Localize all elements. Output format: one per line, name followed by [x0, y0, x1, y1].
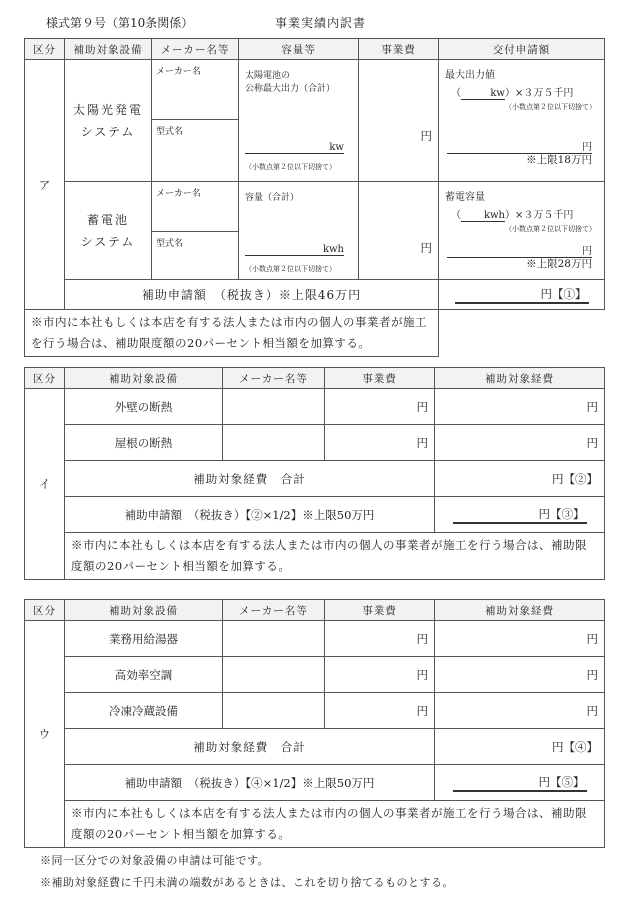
equipment-name: 業務用給湯器 [65, 621, 223, 657]
solar-maker-field[interactable]: メーカー名 [152, 60, 239, 120]
maker-field[interactable] [223, 657, 325, 693]
table-row [25, 693, 605, 729]
category-c: ウ [25, 621, 65, 848]
eligible-field[interactable]: 円 [435, 693, 605, 729]
eligible-field[interactable]: 円 [435, 389, 605, 425]
footnote-1: ※同一区分での対象設備の申請は可能です。 [40, 854, 270, 867]
battery-capacity-field[interactable]: 容量（合計） kwh （小数点第２位以下切捨て） [239, 182, 359, 280]
maker-field[interactable] [223, 621, 325, 657]
category-b: イ [25, 389, 65, 580]
solar-system-label: 太陽光発電 システム [65, 60, 152, 182]
section-b-note: ※市内に本社もしくは本店を有する法人または市内の個人の事業者が施工を行う場合は、補助限度額の20パーセント相当額を加算する。 [65, 533, 605, 580]
battery-system-label: 蓄電池 システム [65, 182, 152, 280]
section-a-note: ※市内に本社もしくは本店を有する法人または市内の個人の事業者が施工を行う場合は、補助限度額の20パーセント相当額を加算する。 [25, 310, 439, 357]
cost-field[interactable]: 円 [325, 621, 435, 657]
eligible-field[interactable]: 円 [435, 657, 605, 693]
equipment-name: 屋根の断熱 [65, 425, 223, 461]
cost-field[interactable]: 円 [325, 389, 435, 425]
category-a: ア [25, 60, 65, 310]
section-c-table [24, 599, 605, 848]
maker-field[interactable] [223, 425, 325, 461]
table-row [25, 657, 605, 693]
section-c-subtotal-field[interactable]: 円【④】 [435, 729, 605, 765]
section-b-apply-field[interactable]: 円【③】 [435, 497, 605, 533]
table-row [25, 389, 605, 425]
cost-field[interactable]: 円 [325, 693, 435, 729]
col-grant: 交付申請額 [439, 39, 605, 60]
section-b-header-row: 区分 補助対象設備 メーカー名等 事業費 補助対象経費 [25, 368, 605, 389]
cost-field[interactable]: 円 [325, 657, 435, 693]
section-c-apply-label: 補助申請額 （税抜き）【④×1/2】※上限50万円 [65, 765, 435, 801]
battery-model-field[interactable]: 型式名 [152, 232, 239, 280]
section-a-table [24, 38, 605, 357]
battery-cost-field[interactable]: 円 [359, 182, 439, 280]
section-c-header-row: 区分 補助対象設備 メーカー名等 事業費 補助対象経費 [25, 600, 605, 621]
form-number: 様式第９号（第10条関係） [46, 16, 194, 30]
section-c-note: ※市内に本社もしくは本店を有する法人または市内の個人の事業者が施工を行う場合は、補助限度額の20パーセント相当額を加算する。 [65, 801, 605, 848]
document-header [0, 10, 630, 36]
equipment-name: 冷凍冷蔵設備 [65, 693, 223, 729]
footnote-2: ※補助対象経費に千円未満の端数があるときは、これを切り捨てるものとする。 [40, 876, 454, 889]
solar-capacity-unit: kw [245, 142, 344, 154]
eligible-field[interactable]: 円 [435, 621, 605, 657]
battery-grant-field[interactable]: 蓄電容量 （ kwh）×３万５千円 （小数点第２位以下切捨て） 円 ※上限28万円 [439, 182, 605, 280]
section-c-apply-field[interactable]: 円【⑤】 [435, 765, 605, 801]
section-b-subtotal-label: 補助対象経費 合計 [65, 461, 435, 497]
section-b-subtotal-field[interactable]: 円【②】 [435, 461, 605, 497]
solar-cost-field[interactable]: 円 [359, 60, 439, 182]
eligible-field[interactable]: 円 [435, 425, 605, 461]
section-a-header-row [25, 39, 605, 60]
equipment-name: 高効率空調 [65, 657, 223, 693]
section-b-table [24, 367, 605, 580]
col-maker: メーカー名等 [152, 39, 239, 60]
col-equipment: 補助対象設備 [65, 39, 152, 60]
equipment-name: 外壁の断熱 [65, 389, 223, 425]
col-capacity: 容量等 [239, 39, 359, 60]
solar-grant-field[interactable]: 最大出力値 （ kw）×３万５千円 （小数点第２位以下切捨て） 円 ※上限18万円 [439, 60, 605, 182]
document-title: 事業実績内訳書 [275, 16, 367, 30]
section-b-apply-label: 補助申請額 （税抜き）【②×1/2】※上限50万円 [65, 497, 435, 533]
cost-field[interactable]: 円 [325, 425, 435, 461]
maker-field[interactable] [223, 693, 325, 729]
section-c-subtotal-label: 補助対象経費 合計 [65, 729, 435, 765]
table-row [25, 425, 605, 461]
section-a-total-field[interactable]: 円【①】 [439, 280, 605, 310]
solar-model-field[interactable]: 型式名 [152, 120, 239, 182]
battery-capacity-unit: kwh [245, 244, 344, 256]
battery-maker-field[interactable]: メーカー名 [152, 182, 239, 232]
col-category: 区分 [25, 39, 65, 60]
table-row [25, 621, 605, 657]
solar-capacity-field[interactable]: 太陽電池の 公称最大出力（合計） kw （小数点第２位以下切捨て） [239, 60, 359, 182]
col-cost: 事業費 [359, 39, 439, 60]
section-a-total-label: 補助申請額 （税抜き）※上限46万円 [65, 280, 439, 310]
maker-field[interactable] [223, 389, 325, 425]
